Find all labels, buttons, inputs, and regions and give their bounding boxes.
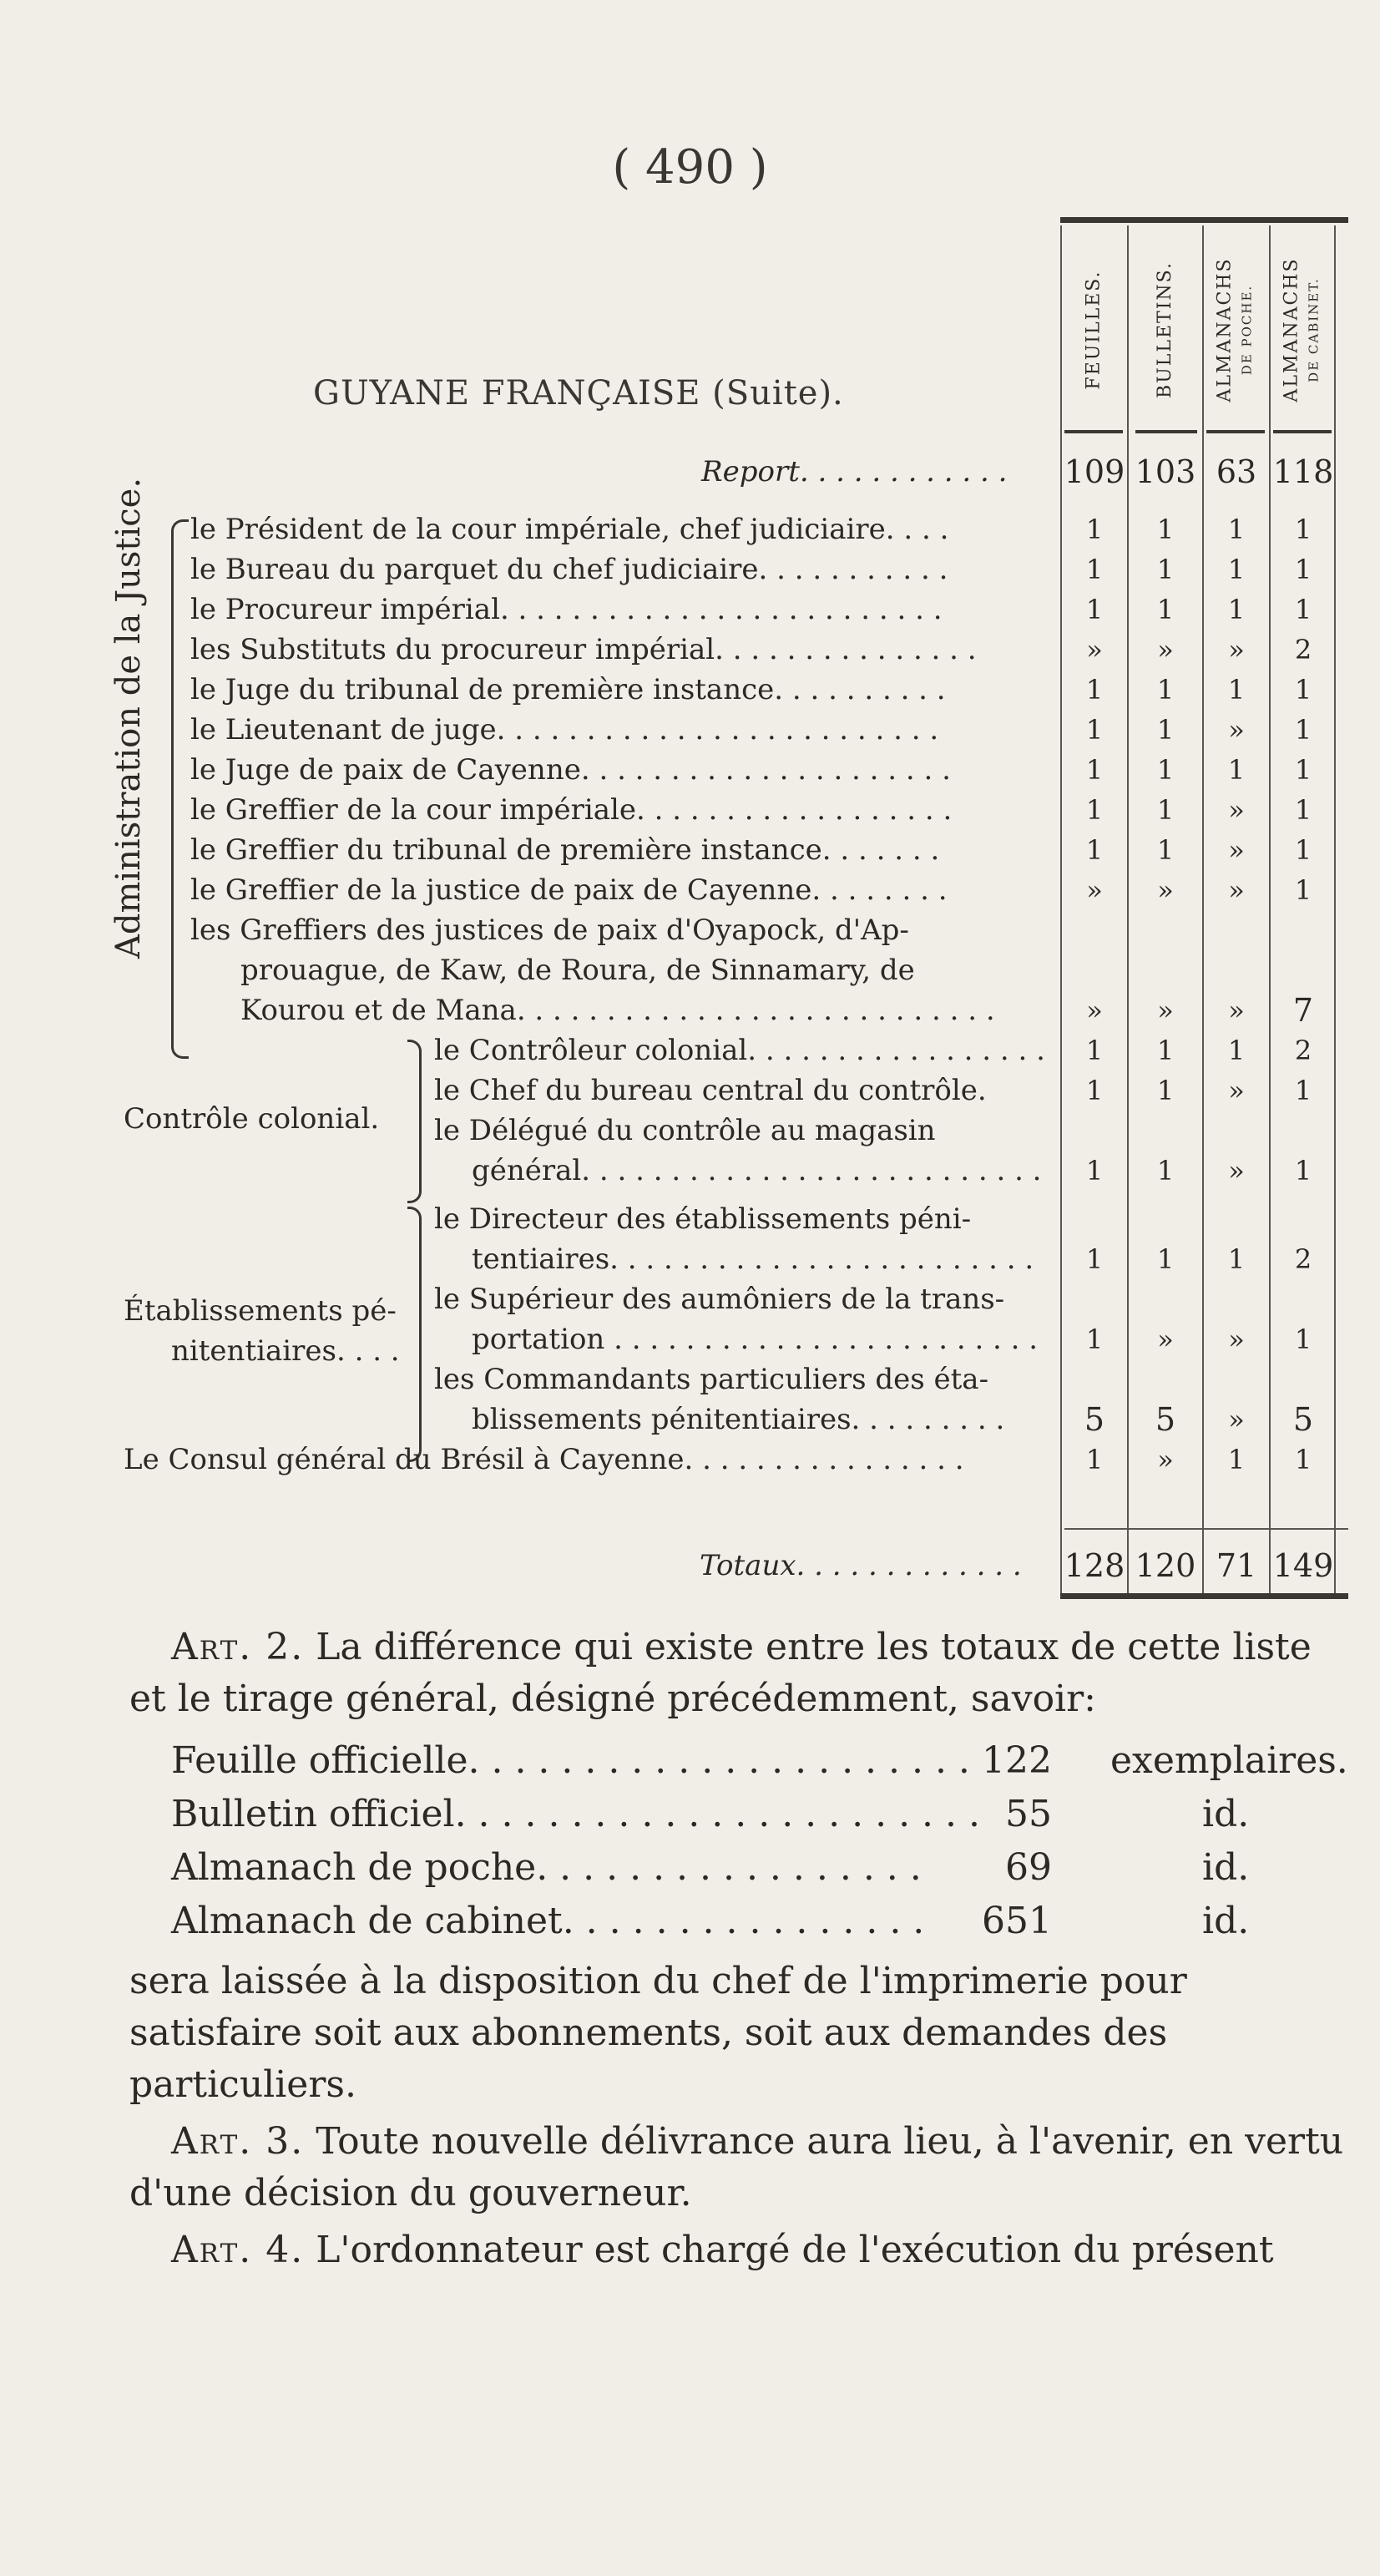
cell: 1 [1294,554,1312,585]
cell: 2 [1294,634,1312,666]
column-divider [1202,225,1204,1593]
cell: » [1228,1323,1245,1355]
cell: 1 [1085,714,1104,746]
cell: » [1228,1404,1245,1435]
brace-controle [407,1040,422,1203]
cell: » [1228,834,1245,866]
cell: 1 [1294,834,1312,866]
report-feuilles: 109 [1064,453,1125,490]
cell: » [1228,1155,1245,1187]
cell: » [1086,874,1103,906]
total-almanachs-cabinet: 149 [1272,1547,1334,1584]
row-label: portation . . . . . . . . . . . . . . . . . . . . . . . . [472,1323,1039,1356]
article-4-text: L'ordonnateur est chargé de l'exécution du présent [316,2229,1274,2271]
cell: 1 [1294,674,1312,706]
column-divider [1269,225,1271,1593]
cell: 1 [1156,1035,1175,1066]
cell: 2 [1294,1243,1312,1275]
column-divider [1060,225,1062,1593]
article-2-label: Art. 2. [171,1626,305,1668]
row-label: le Juge de paix de Cayenne. . . . . . . . . . . . . . . . . . . . . [190,753,951,787]
cell: 1 [1156,1075,1175,1106]
print-run-number: 69 [1005,1846,1052,1889]
cell: 1 [1085,594,1104,625]
row-label: le Greffier du tribunal de première instance. . . . . . . [190,833,940,867]
row-label: Kourou et de Mana. . . . . . . . . . . . . . . . . . . . . . . . . . . [240,994,995,1027]
total-bulletins: 120 [1135,1547,1196,1584]
row-label: tentiaires. . . . . . . . . . . . . . . . . . . . . . . . [472,1242,1034,1276]
cell: 1 [1085,1075,1104,1106]
row-label: les Greffiers des justices de paix d'Oyapock, d'Ap- [190,913,909,947]
article-3-text: Toute nouvelle délivrance aura lieu, à l'avenir, en vertu d'une décision du gouverneur. [129,2120,1344,2214]
row-label: les Commandants particuliers des éta- [434,1363,989,1396]
column-header-feuilles: FEUILLES. [1084,270,1105,390]
row-label: prouague, de Kaw, de Roura, de Sinnamary, de [240,954,915,987]
group-penit-label: Établissements pé- [124,1294,397,1328]
cell: 5 [1292,1401,1314,1438]
cell: 1 [1294,714,1312,746]
cell: 1 [1227,1035,1246,1066]
row-label: le Bureau du parquet du chef judiciaire. . . . . . . . . . . [190,553,948,586]
report-almanachs-poche: 63 [1216,453,1257,490]
print-run-number: 55 [1005,1793,1052,1835]
cell: 1 [1085,514,1104,545]
cell: 5 [1084,1401,1105,1438]
row-label: blissements pénitentiaires. . . . . . . . . [472,1403,1005,1436]
cell: » [1157,1444,1174,1475]
cell: » [1228,874,1245,906]
brace-justice [171,519,189,1059]
cell: 1 [1085,554,1104,585]
cell: 1 [1227,514,1246,545]
row-label: les Substituts du procureur impérial. . . . . . . . . . . . . . . [190,633,977,666]
cell: 1 [1156,754,1175,786]
cell: » [1086,994,1103,1026]
article-3-label: Art. 3. [171,2120,305,2163]
totals-rule [1064,1528,1348,1530]
row-label: général. . . . . . . . . . . . . . . . . . . . . . . . . . [472,1154,1042,1187]
cell: 1 [1227,554,1246,585]
print-run-name: Bulletin officiel. . . . . . . . . . . . . . . . . . . . . . . [171,1793,980,1835]
header-rule [1135,430,1197,433]
cell: 1 [1294,874,1312,906]
cell: 1 [1227,1444,1246,1475]
report-label: Report. . . . . . . . . . . . [701,455,1008,488]
column-header-almanachs-poche: ALMANACHS DE POCHE. [1215,257,1256,402]
column-header-bulletins: BULLETINS. [1155,261,1176,398]
report-almanachs-cabinet: 118 [1272,453,1334,490]
column-divider [1127,225,1129,1593]
cell: 1 [1156,1155,1175,1187]
cell: » [1157,874,1174,906]
cell: 1 [1294,1075,1312,1106]
cell: » [1228,994,1245,1026]
row-label: Le Consul général du Brésil à Cayenne. . . . . . . . . . . . . . . . [124,1443,964,1476]
cell: 1 [1227,1243,1246,1275]
cell: 1 [1156,594,1175,625]
cell: 1 [1294,1444,1312,1475]
cell: » [1228,1075,1245,1106]
cell: 1 [1085,1243,1104,1275]
cell: 5 [1155,1401,1176,1438]
cell: 1 [1227,674,1246,706]
cell: 1 [1156,674,1175,706]
print-run-name: Feuille officielle. . . . . . . . . . . . . . . . . . . . . . [171,1739,970,1782]
page-number: ( 490 ) [612,140,768,195]
cell: 1 [1085,834,1104,866]
cell: 1 [1085,794,1104,826]
cell: » [1228,794,1245,826]
cell: » [1157,1323,1174,1355]
row-label: le Délégué du contrôle au magasin [434,1114,936,1147]
print-run-unit: id. [1202,1900,1250,1942]
cell: 1 [1227,754,1246,786]
article-3 [129,2116,1348,2219]
row-label: le Supérieur des aumôniers de la trans- [434,1283,1005,1316]
total-feuilles: 128 [1064,1547,1125,1584]
cell: » [1228,634,1245,666]
cell: 1 [1085,1444,1104,1475]
print-run-unit: exemplaires. [1110,1739,1348,1782]
article-2 [129,1622,1348,1725]
cell: 1 [1085,1155,1104,1187]
row-label: le Greffier de la justice de paix de Cayenne. . . . . . . . [190,873,948,907]
cell: 1 [1156,714,1175,746]
row-label: le Président de la cour impériale, chef judiciaire. . . . [190,513,949,546]
cell: 2 [1294,1035,1312,1066]
group-justice-label: Administration de la Justice. [109,477,148,959]
cell: 7 [1292,992,1314,1029]
section-title: GUYANE FRANÇAISE (Suite). [313,374,844,412]
cell: » [1157,634,1174,666]
cell: 1 [1294,754,1312,786]
column-header-almanachs-cabinet: ALMANACHS DE CABINET. [1281,257,1322,402]
row-label: le Contrôleur colonial. . . . . . . . . . . . . . . . . [434,1034,1045,1067]
distribution-table [100,217,1348,1607]
cell: 1 [1227,594,1246,625]
print-run-number: 651 [982,1900,1052,1942]
total-almanachs-poche: 71 [1216,1547,1257,1584]
cell: 1 [1294,1155,1312,1187]
cell: 1 [1085,674,1104,706]
article-4-label: Art. 4. [171,2229,305,2271]
cell: 1 [1294,1323,1312,1355]
row-label: le Chef du bureau central du contrôle. [434,1074,987,1107]
cell: 1 [1085,1035,1104,1066]
header-rule [1273,430,1332,433]
report-bulletins: 103 [1135,453,1196,490]
table-top-rule [1060,217,1348,223]
cell: » [1228,714,1245,746]
article-2-end: sera laissée à la disposition du chef de l'imprimerie pour satisfaire soit aux abonnements, soit aux demandes des particuliers. [129,1960,1187,2106]
group-penit-label-2: nitentiaires. . . . [171,1334,400,1368]
print-run-number: 122 [982,1739,1052,1782]
cell: » [1157,994,1174,1026]
print-run-unit: id. [1202,1793,1250,1835]
cell: 1 [1085,1323,1104,1355]
cell: 1 [1156,1243,1175,1275]
row-label: le Juge du tribunal de première instance. . . . . . . . . . [190,673,946,706]
table-bottom-rule [1060,1593,1348,1599]
row-label: le Directeur des établissements péni- [434,1202,972,1236]
article-4 [129,2224,1348,2276]
print-run-name: Almanach de cabinet. . . . . . . . . . . . . . . . [171,1900,925,1942]
cell: 1 [1156,794,1175,826]
cell: 1 [1156,834,1175,866]
header-rule [1206,430,1265,433]
cell: 1 [1156,554,1175,585]
cell: » [1086,634,1103,666]
article-2-text: La différence qui existe entre les totaux de cette liste et le tirage général, désigné précédemment, savoir: [129,1626,1312,1720]
brace-penit [407,1207,422,1462]
cell: 1 [1294,514,1312,545]
group-controle-label: Contrôle colonial. [124,1102,380,1136]
cell: 1 [1294,794,1312,826]
cell: 1 [1156,514,1175,545]
header-rule [1064,430,1123,433]
totals-label: Totaux. . . . . . . . . . . . . [700,1549,1022,1582]
cell: 1 [1085,754,1104,786]
print-run-name: Almanach de poche. . . . . . . . . . . . . . . . . [171,1846,922,1889]
row-label: le Greffier de la cour impériale. . . . . . . . . . . . . . . . . . [190,793,953,827]
column-divider [1334,225,1336,1593]
row-label: le Lieutenant de juge. . . . . . . . . . . . . . . . . . . . . . . . . [190,713,939,746]
cell: 1 [1294,594,1312,625]
print-run-unit: id. [1202,1846,1250,1889]
row-label: le Procureur impérial. . . . . . . . . . . . . . . . . . . . . . . . . [190,593,943,626]
